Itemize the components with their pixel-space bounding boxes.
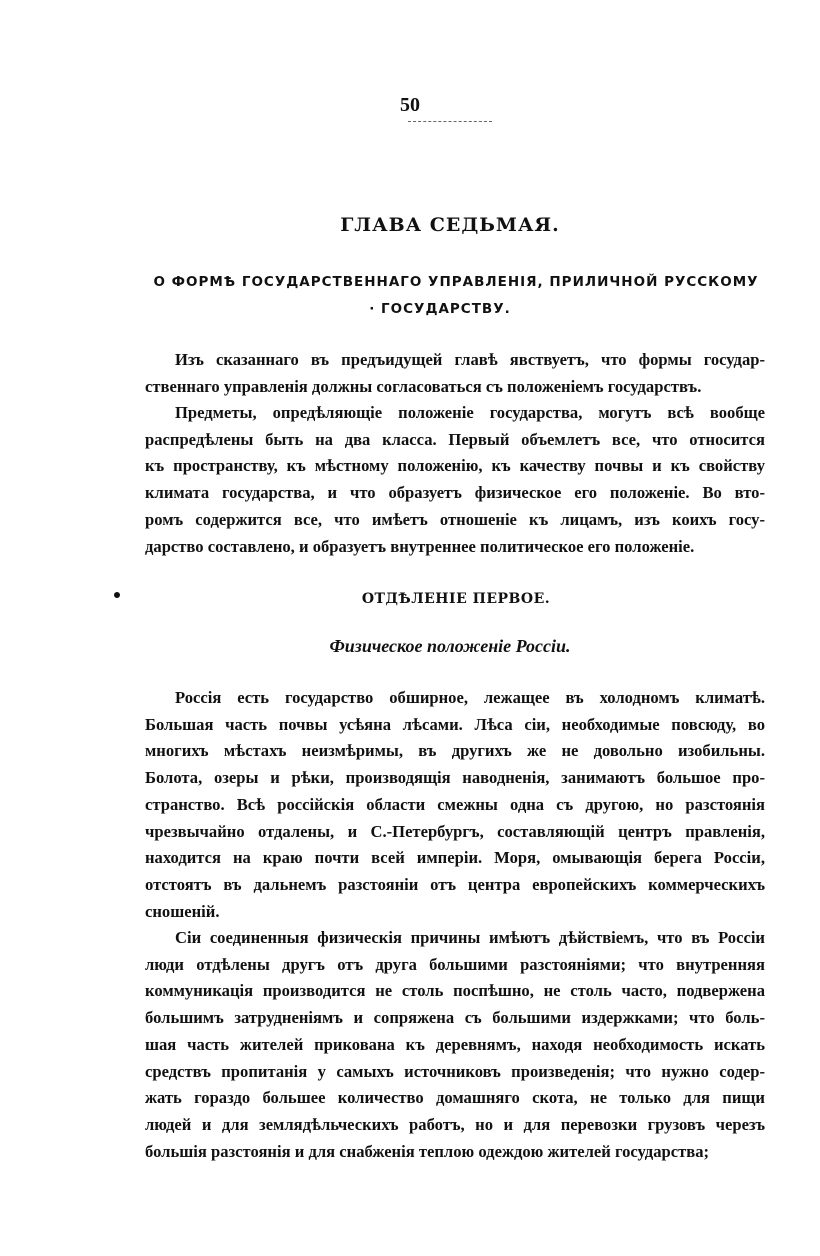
text-line: отстоятъ въ дальнемъ разстояніи отъ центра европейскихъ коммерческихъ <box>145 874 765 894</box>
section-subtitle: Физическое положеніе Россіи. <box>329 636 571 656</box>
text-line: Сіи соединенныя физическія причины имѣютъ дѣйствіемъ, что въ Россіи <box>175 928 765 947</box>
text-line: многихъ мѣстахъ неизмѣримы, въ другихъ же не довольно изобильны. <box>145 741 765 761</box>
section-title: ОТДѢЛЕНІЕ ПЕРВОЕ. <box>361 591 551 607</box>
text-line: большимъ затрудненіямъ и сопряжена съ большими издержками; что боль- <box>145 1008 765 1028</box>
chapter-subtitle-line: О ФОРМѢ ГОСУДАРСТВЕННАГО УПРАВЛЕНІЯ, ПРИЛИЧНОЙ РУССКОМУ <box>153 274 759 290</box>
page-number: 50 <box>400 94 420 116</box>
text-line: климата государства, и что образуетъ физическое его положеніе. Во вто- <box>145 483 765 503</box>
text-line: большія разстоянія и для снабженія теплою одеждою жителей государства; <box>145 1141 710 1161</box>
text-line: Предметы, опредѣляющіе положеніе государства, могутъ всѣ вообще <box>175 403 765 422</box>
text-line: находится на краю почти всей имперіи. Моря, омывающія берега Россіи, <box>145 848 765 868</box>
text-line: Изъ сказаннаго въ предъидущей главѣ явствуетъ, что формы государ- <box>175 350 765 369</box>
text-line: людей и для землядѣльческихъ работъ, но и для перевозки грузовъ черезъ <box>145 1114 765 1134</box>
chapter-title: ГЛАВА СЕДЬМАЯ. <box>340 214 560 236</box>
text-line: средствъ пропитанія у самыхъ источниковъ произведенія; что нужно содер- <box>145 1061 765 1081</box>
chapter-subtitle-line: · ГОСУДАРСТВУ. <box>369 301 511 317</box>
text-line: Большая часть почвы усѣяна лѣсами. Лѣса сіи, необходимые повсюду, во <box>145 714 765 734</box>
text-line: коммуникація производится не столь поспѣшно, не столь часто, подвержена <box>145 981 765 1001</box>
text-line: странство. Всѣ россійскія области смежны одна съ другою, но разстоянія <box>145 794 765 814</box>
text-line: жать гораздо большее количество домашняго скота, не только для пищи <box>145 1088 765 1108</box>
text-line: сношеній. <box>145 901 220 921</box>
text-line: шая часть жителей прикована къ деревнямъ, находя необходимость искать <box>145 1034 765 1054</box>
text-line: къ пространству, къ мѣстному положенію, къ качеству почвы и къ свойству <box>145 456 765 476</box>
text-line: люди отдѣлены другъ отъ друга большими разстояніями; что внутренняя <box>145 954 765 974</box>
text-line: распредѣлены быть на два класса. Первый объемлетъ все, что относится <box>145 429 765 449</box>
text-line: ромъ содержится все, что имѣетъ отношеніе къ лицамъ, изъ коихъ госу- <box>145 509 765 529</box>
text-line: ственнаго управленія должны согласоваться съ положеніемъ государствъ. <box>145 376 702 396</box>
text-line: чрезвычайно отдалены, и С.-Петербургъ, составляющій центръ правленія, <box>145 821 765 841</box>
text-line: Болота, озеры и рѣки, производящія наводненія, занимаютъ большое про- <box>145 768 765 788</box>
text-line: Россія есть государство обширное, лежащее въ холодномъ климатѣ. <box>175 688 765 707</box>
text-line: дарство составлено, и образуетъ внутреннее политическое его положеніе. <box>145 536 695 556</box>
header-rule <box>408 121 492 122</box>
